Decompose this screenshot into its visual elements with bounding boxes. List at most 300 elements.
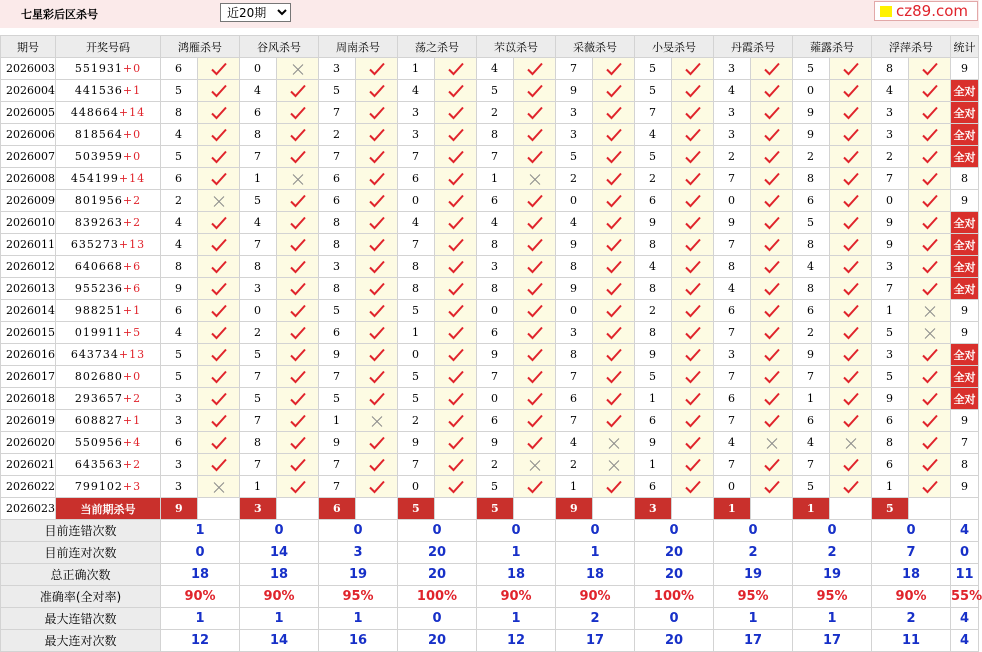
check-icon (289, 83, 307, 99)
result-mark-cell (198, 256, 240, 278)
check-icon (447, 193, 465, 209)
check-icon (842, 171, 860, 187)
stats-value: 19 (793, 564, 872, 586)
result-mark-cell (593, 234, 635, 256)
cross-icon (210, 479, 228, 495)
result-mark-cell (830, 234, 872, 256)
kill-number-cell: 9 (872, 388, 909, 410)
kill-number-cell: 1 (477, 168, 514, 190)
kill-number-cell: 8 (872, 58, 909, 80)
kill-number-cell: 9 (556, 234, 593, 256)
row-stat-cell: 全对 (951, 212, 979, 234)
stats-label: 目前连对次数 (1, 542, 161, 564)
kill-number-cell: 6 (793, 410, 830, 432)
kill-number-cell: 8 (793, 278, 830, 300)
check-icon (842, 215, 860, 231)
kill-number-cell: 6 (161, 58, 198, 80)
result-mark-cell (751, 212, 793, 234)
result-mark-cell (751, 124, 793, 146)
row-stat-cell: 9 (951, 58, 979, 80)
check-icon (210, 413, 228, 429)
period-cell: 2026022 (1, 476, 56, 498)
result-mark-cell (672, 168, 714, 190)
draw-bonus: +2 (122, 392, 142, 405)
kill-number-cell: 7 (240, 454, 277, 476)
result-mark-cell (830, 146, 872, 168)
result-mark-cell (435, 212, 477, 234)
kill-number-cell: 9 (635, 432, 672, 454)
stats-total: 4 (951, 608, 979, 630)
check-icon (842, 391, 860, 407)
table-row (1, 124, 979, 146)
check-icon (447, 479, 465, 495)
kill-number-cell: 1 (240, 476, 277, 498)
kill-number-cell: 3 (714, 124, 751, 146)
kill-number-cell: 7 (793, 454, 830, 476)
check-icon (368, 391, 386, 407)
kill-number-cell: 9 (477, 432, 514, 454)
draw-number-cell (56, 102, 161, 124)
check-icon (684, 303, 702, 319)
result-mark-cell (672, 212, 714, 234)
stats-label: 总正确次数 (1, 564, 161, 586)
kill-number-cell: 2 (556, 454, 593, 476)
draw-number-cell (56, 322, 161, 344)
row-stat-cell: 全对 (951, 388, 979, 410)
result-mark-cell (751, 300, 793, 322)
check-icon (368, 259, 386, 275)
check-icon (684, 237, 702, 253)
kill-number-cell: 2 (556, 168, 593, 190)
kill-number-cell: 0 (793, 80, 830, 102)
check-icon (921, 391, 939, 407)
result-mark-cell (356, 476, 398, 498)
result-mark-cell (356, 256, 398, 278)
stats-value: 90% (161, 586, 240, 608)
stats-value: 100% (635, 586, 714, 608)
check-icon (210, 171, 228, 187)
kill-number-cell: 0 (477, 388, 514, 410)
row-stat-cell: 全对 (951, 256, 979, 278)
kill-number-cell: 6 (872, 410, 909, 432)
draw-number-cell (56, 410, 161, 432)
check-icon (210, 281, 228, 297)
result-mark-cell (672, 278, 714, 300)
check-icon (368, 193, 386, 209)
kill-number-cell: 0 (240, 300, 277, 322)
draw-digits: 551931 (74, 62, 123, 75)
result-mark-cell (909, 256, 951, 278)
kill-number-cell: 8 (635, 278, 672, 300)
result-mark-cell (751, 168, 793, 190)
check-icon (526, 325, 544, 341)
kill-number-cell: 8 (793, 168, 830, 190)
kill-number-cell: 4 (240, 212, 277, 234)
kill-number-cell: 2 (793, 146, 830, 168)
check-icon (605, 193, 623, 209)
result-mark-cell (672, 80, 714, 102)
result-mark-cell (672, 58, 714, 80)
check-icon (605, 391, 623, 407)
check-icon (605, 303, 623, 319)
check-icon (684, 281, 702, 297)
table-row (1, 432, 979, 454)
check-icon (526, 391, 544, 407)
check-icon (289, 259, 307, 275)
check-icon (842, 413, 860, 429)
result-mark-cell (277, 124, 319, 146)
result-mark-cell (514, 146, 556, 168)
check-icon (526, 413, 544, 429)
draw-digits: 801956 (74, 194, 123, 207)
stats-value: 18 (556, 564, 635, 586)
result-mark-cell (435, 234, 477, 256)
stats-label: 最大连对次数 (1, 630, 161, 652)
check-icon (921, 479, 939, 495)
check-icon (210, 435, 228, 451)
kill-number-cell: 8 (635, 234, 672, 256)
result-mark-cell (593, 454, 635, 476)
check-icon (447, 391, 465, 407)
draw-bonus: +13 (118, 238, 146, 251)
col-header-expert: 采薇杀号 (556, 36, 635, 58)
result-mark-cell (435, 454, 477, 476)
current-period-cell: 2026023 (1, 498, 56, 520)
table-row (1, 212, 979, 234)
kill-number-cell: 7 (556, 366, 593, 388)
kill-number-cell: 7 (319, 146, 356, 168)
stats-value: 2 (793, 542, 872, 564)
current-kill-number: 1 (793, 498, 830, 520)
result-mark-cell (435, 476, 477, 498)
result-mark-cell (277, 388, 319, 410)
check-icon (447, 149, 465, 165)
kill-number-cell: 7 (872, 278, 909, 300)
kill-number-cell: 4 (161, 322, 198, 344)
result-mark-cell (593, 410, 635, 432)
period-cell: 2026014 (1, 300, 56, 322)
kill-number-cell: 7 (714, 454, 751, 476)
stats-value: 1 (161, 520, 240, 542)
stats-value: 14 (240, 630, 319, 652)
table-row (1, 256, 979, 278)
stats-value: 1 (161, 608, 240, 630)
check-icon (526, 435, 544, 451)
kill-number-cell: 5 (556, 146, 593, 168)
check-icon (289, 347, 307, 363)
result-mark-cell (830, 58, 872, 80)
kill-number-cell: 6 (161, 300, 198, 322)
current-kill-number: 9 (161, 498, 198, 520)
stats-value: 2 (714, 542, 793, 564)
result-mark-cell (277, 432, 319, 454)
kill-number-cell: 4 (793, 432, 830, 454)
stats-value: 20 (635, 542, 714, 564)
check-icon (289, 479, 307, 495)
stats-total: 4 (951, 520, 979, 542)
result-mark-cell (672, 344, 714, 366)
result-mark-cell (198, 212, 240, 234)
col-header-expert: 蕹露杀号 (793, 36, 872, 58)
kill-number-cell: 0 (872, 190, 909, 212)
kill-number-cell: 6 (556, 388, 593, 410)
stats-row (1, 608, 979, 630)
check-icon (921, 83, 939, 99)
result-mark-cell (672, 102, 714, 124)
result-mark-cell (593, 256, 635, 278)
kill-number-cell: 8 (319, 212, 356, 234)
kill-number-cell: 4 (161, 124, 198, 146)
period-cell: 2026008 (1, 168, 56, 190)
result-mark-cell (909, 322, 951, 344)
stats-value: 20 (635, 630, 714, 652)
result-mark-cell (830, 322, 872, 344)
check-icon (605, 281, 623, 297)
kill-number-cell: 3 (556, 102, 593, 124)
result-mark-cell (277, 168, 319, 190)
kill-number-cell: 7 (398, 234, 435, 256)
kill-number-cell: 2 (477, 454, 514, 476)
kill-number-cell: 9 (714, 212, 751, 234)
kill-number-cell: 8 (319, 234, 356, 256)
kill-number-cell: 5 (872, 322, 909, 344)
kill-number-cell: 3 (872, 256, 909, 278)
draw-number-cell (56, 476, 161, 498)
draw-digits: 503959 (74, 150, 123, 163)
result-mark-cell (593, 344, 635, 366)
kill-number-cell: 7 (872, 168, 909, 190)
result-mark-cell (514, 102, 556, 124)
result-mark-cell (514, 234, 556, 256)
result-mark-cell (198, 432, 240, 454)
result-mark-cell (514, 476, 556, 498)
result-mark-cell (593, 366, 635, 388)
draw-number-cell (56, 80, 161, 102)
result-mark-cell (593, 212, 635, 234)
result-mark-cell (672, 454, 714, 476)
result-mark-cell (435, 102, 477, 124)
check-icon (763, 215, 781, 231)
kill-number-cell: 1 (556, 476, 593, 498)
result-mark-cell (198, 168, 240, 190)
kill-number-cell: 4 (161, 212, 198, 234)
result-mark-cell (356, 190, 398, 212)
check-icon (684, 479, 702, 495)
cross-icon (368, 413, 386, 429)
check-icon (684, 391, 702, 407)
kill-number-cell: 7 (556, 58, 593, 80)
kill-number-cell: 5 (635, 146, 672, 168)
kill-number-cell: 8 (161, 102, 198, 124)
stats-total: 11 (951, 564, 979, 586)
result-mark-cell (435, 168, 477, 190)
result-mark-cell (277, 80, 319, 102)
draw-number-cell (56, 168, 161, 190)
period-cell: 2026010 (1, 212, 56, 234)
current-kill-label: 当前期杀号 (56, 498, 161, 520)
period-cell: 2026019 (1, 410, 56, 432)
check-icon (763, 413, 781, 429)
check-icon (684, 105, 702, 121)
kill-number-cell: 8 (793, 234, 830, 256)
period-cell: 2026012 (1, 256, 56, 278)
kill-number-cell: 5 (161, 344, 198, 366)
check-icon (289, 237, 307, 253)
col-header-expert: 鸿雁杀号 (161, 36, 240, 58)
stats-value: 20 (398, 542, 477, 564)
kill-number-cell: 1 (398, 322, 435, 344)
check-icon (842, 303, 860, 319)
check-icon (368, 281, 386, 297)
result-mark-cell (277, 190, 319, 212)
kill-number-cell: 5 (872, 366, 909, 388)
result-mark-cell (909, 300, 951, 322)
stats-total: 0 (951, 542, 979, 564)
kill-number-cell: 6 (714, 388, 751, 410)
result-mark-cell (277, 102, 319, 124)
col-header-expert: 荡之杀号 (398, 36, 477, 58)
check-icon (210, 83, 228, 99)
check-icon (605, 325, 623, 341)
stats-value: 18 (872, 564, 951, 586)
check-icon (763, 479, 781, 495)
result-mark-cell (672, 476, 714, 498)
result-mark-cell (198, 344, 240, 366)
result-mark-cell (514, 124, 556, 146)
draw-bonus: +2 (122, 216, 142, 229)
check-icon (763, 325, 781, 341)
current-empty-cell (514, 498, 556, 520)
kill-number-cell: 5 (319, 300, 356, 322)
result-mark-cell (830, 168, 872, 190)
draw-digits: 955236 (74, 282, 123, 295)
col-header-expert: 浮萍杀号 (872, 36, 951, 58)
stats-value: 20 (398, 564, 477, 586)
stats-value: 20 (635, 564, 714, 586)
kill-number-cell: 6 (319, 190, 356, 212)
result-mark-cell (435, 344, 477, 366)
kill-number-cell: 7 (319, 476, 356, 498)
cross-icon (289, 171, 307, 187)
kill-number-cell: 6 (714, 300, 751, 322)
table-row (1, 300, 979, 322)
kill-number-cell: 5 (240, 388, 277, 410)
kill-number-cell: 4 (793, 256, 830, 278)
stats-label: 目前连错次数 (1, 520, 161, 542)
result-mark-cell (830, 80, 872, 102)
current-empty-cell (198, 498, 240, 520)
result-mark-cell (909, 80, 951, 102)
kill-number-cell: 3 (872, 124, 909, 146)
row-stat-cell: 7 (951, 432, 979, 454)
check-icon (447, 303, 465, 319)
kill-number-cell: 0 (714, 476, 751, 498)
period-range-select[interactable] (220, 3, 291, 22)
stats-value: 0 (240, 520, 319, 542)
stats-value: 17 (793, 630, 872, 652)
kill-number-cell: 6 (635, 190, 672, 212)
draw-digits: 441536 (74, 84, 123, 97)
stats-label: 最大连错次数 (1, 608, 161, 630)
kill-number-cell: 8 (872, 432, 909, 454)
result-mark-cell (356, 432, 398, 454)
result-mark-cell (356, 410, 398, 432)
result-mark-cell (672, 190, 714, 212)
result-mark-cell (593, 322, 635, 344)
check-icon (526, 479, 544, 495)
cross-icon (289, 61, 307, 77)
period-cell: 2026011 (1, 234, 56, 256)
row-stat-cell: 全对 (951, 146, 979, 168)
stats-value: 1 (714, 608, 793, 630)
check-icon (447, 369, 465, 385)
cross-icon (605, 435, 623, 451)
kill-number-cell: 8 (398, 278, 435, 300)
check-icon (526, 347, 544, 363)
kill-number-cell: 9 (793, 344, 830, 366)
check-icon (842, 325, 860, 341)
col-header-period: 期号 (1, 36, 56, 58)
result-mark-cell (514, 410, 556, 432)
kill-number-cell: 6 (793, 190, 830, 212)
cross-icon (605, 457, 623, 473)
col-header-expert: 丹霞杀号 (714, 36, 793, 58)
period-cell: 2026021 (1, 454, 56, 476)
check-icon (921, 369, 939, 385)
result-mark-cell (514, 278, 556, 300)
check-icon (842, 259, 860, 275)
stats-value: 17 (556, 630, 635, 652)
check-icon (921, 435, 939, 451)
kill-number-cell: 5 (161, 80, 198, 102)
table-row (1, 80, 979, 102)
current-kill-number: 5 (477, 498, 514, 520)
col-header-expert: 芣苡杀号 (477, 36, 556, 58)
check-icon (605, 149, 623, 165)
check-icon (763, 193, 781, 209)
site-logo[interactable] (874, 1, 978, 21)
kill-number-cell: 3 (714, 102, 751, 124)
stats-total: 55% (951, 586, 979, 608)
check-icon (684, 127, 702, 143)
table-row (1, 168, 979, 190)
kill-number-cell: 3 (556, 322, 593, 344)
stats-value: 3 (319, 542, 398, 564)
result-mark-cell (277, 58, 319, 80)
kill-number-cell: 5 (793, 212, 830, 234)
check-icon (763, 303, 781, 319)
result-mark-cell (514, 344, 556, 366)
row-stat-cell: 9 (951, 476, 979, 498)
logo-text: cz89.com (896, 2, 969, 20)
check-icon (368, 127, 386, 143)
check-icon (289, 281, 307, 297)
result-mark-cell (356, 322, 398, 344)
result-mark-cell (751, 234, 793, 256)
check-icon (526, 83, 544, 99)
kill-number-cell: 3 (161, 410, 198, 432)
kill-number-cell: 3 (872, 102, 909, 124)
row-stat-cell: 8 (951, 454, 979, 476)
result-mark-cell (435, 432, 477, 454)
draw-number-cell (56, 432, 161, 454)
kill-number-cell: 9 (477, 344, 514, 366)
top-bar (0, 0, 979, 28)
kill-number-cell: 4 (635, 256, 672, 278)
result-mark-cell (830, 366, 872, 388)
result-mark-cell (514, 212, 556, 234)
draw-digits: 454199 (70, 172, 119, 185)
